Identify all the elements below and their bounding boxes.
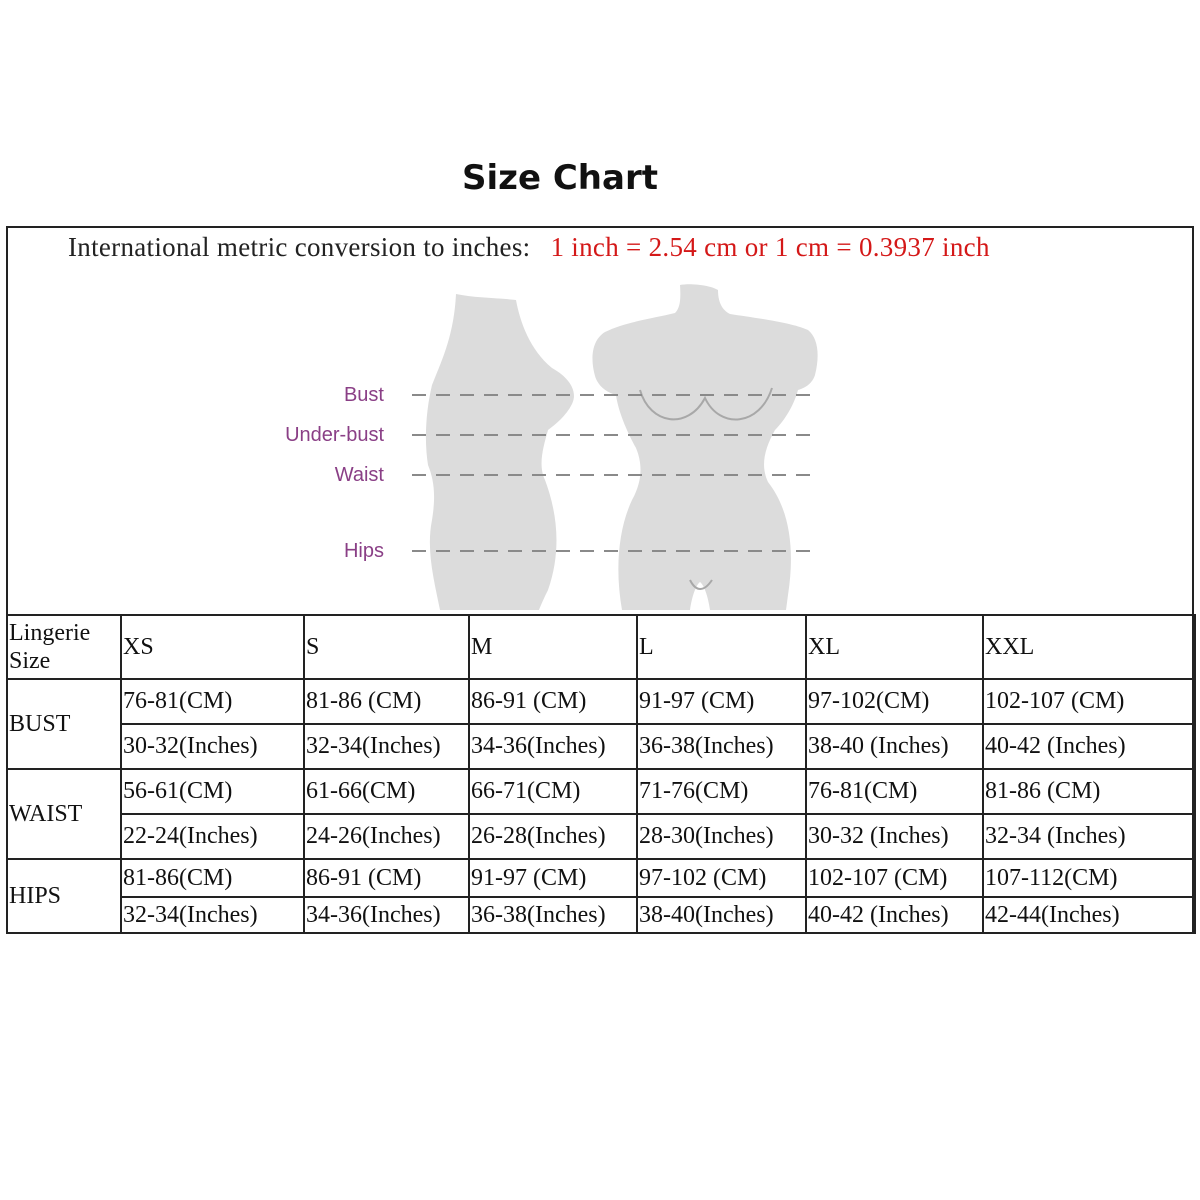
table-cell: 81-86 (CM) <box>304 679 469 724</box>
table-cell: 32-34(Inches) <box>121 897 304 933</box>
table-cell: 86-91 (CM) <box>469 679 637 724</box>
size-header-s: S <box>304 615 469 679</box>
waist-inches-row <box>7 814 1195 859</box>
size-header-row <box>7 615 1195 679</box>
hips-cm-row <box>7 859 1195 897</box>
table-cell: 81-86(CM) <box>121 859 304 897</box>
conversion-lead: International metric conversion to inches: <box>68 232 531 262</box>
table-cell: 30-32 (Inches) <box>806 814 983 859</box>
table-cell: 81-86 (CM) <box>983 769 1195 814</box>
table-cell: 71-76(CM) <box>637 769 806 814</box>
bust-inches-row <box>7 724 1195 769</box>
lingerie-size-header: Lingerie Size <box>7 615 121 679</box>
table-cell: 76-81(CM) <box>121 679 304 724</box>
table-cell: 102-107 (CM) <box>806 859 983 897</box>
waist-label: Waist <box>334 464 384 486</box>
bust-cm-row <box>7 679 1195 724</box>
table-cell: 38-40 (Inches) <box>806 724 983 769</box>
table-cell: 107-112(CM) <box>983 859 1195 897</box>
table-cell: 32-34(Inches) <box>304 724 469 769</box>
size-header-xxl: XXL <box>983 615 1195 679</box>
size-header-l: L <box>637 615 806 679</box>
size-table <box>6 614 1196 934</box>
table-cell: 102-107 (CM) <box>983 679 1195 724</box>
table-cell: 34-36(Inches) <box>304 897 469 933</box>
table-cell: 97-102 (CM) <box>637 859 806 897</box>
table-cell: 97-102(CM) <box>806 679 983 724</box>
table-cell: 91-97 (CM) <box>637 679 806 724</box>
table-cell: 24-26(Inches) <box>304 814 469 859</box>
bust-row-label: BUST <box>7 679 121 769</box>
table-cell: 61-66(CM) <box>304 769 469 814</box>
size-header-m: M <box>469 615 637 679</box>
size-header-xs: XS <box>121 615 304 679</box>
table-cell: 86-91 (CM) <box>304 859 469 897</box>
table-cell: 28-30(Inches) <box>637 814 806 859</box>
conversion-note <box>68 232 990 263</box>
side-torso-silhouette <box>426 294 574 610</box>
waist-row-label: WAIST <box>7 769 121 859</box>
body-measurement-figure <box>260 280 840 610</box>
table-cell: 36-38(Inches) <box>637 724 806 769</box>
hips-row-label: HIPS <box>7 859 121 933</box>
waist-cm-row <box>7 769 1195 814</box>
table-cell: 40-42 (Inches) <box>983 724 1195 769</box>
table-cell: 40-42 (Inches) <box>806 897 983 933</box>
table-cell: 34-36(Inches) <box>469 724 637 769</box>
bust-label: Bust <box>343 384 384 406</box>
table-cell: 76-81(CM) <box>806 769 983 814</box>
table-cell: 91-97 (CM) <box>469 859 637 897</box>
size-header-xl: XL <box>806 615 983 679</box>
table-cell: 42-44(Inches) <box>983 897 1195 933</box>
table-cell: 56-61(CM) <box>121 769 304 814</box>
front-torso-silhouette <box>592 284 817 610</box>
table-cell: 32-34 (Inches) <box>983 814 1195 859</box>
table-cell: 30-32(Inches) <box>121 724 304 769</box>
table-cell: 26-28(Inches) <box>469 814 637 859</box>
underbust-label: Under-bust <box>285 424 384 446</box>
table-cell: 38-40(Inches) <box>637 897 806 933</box>
page-title: Size Chart <box>462 158 658 198</box>
hips-label: Hips <box>343 540 384 562</box>
table-cell: 22-24(Inches) <box>121 814 304 859</box>
table-cell: 66-71(CM) <box>469 769 637 814</box>
body-silhouette-illustration <box>260 280 840 610</box>
table-cell: 36-38(Inches) <box>469 897 637 933</box>
hips-inches-row <box>7 897 1195 933</box>
conversion-formula: 1 inch = 2.54 cm or 1 cm = 0.3937 inch <box>550 232 990 262</box>
